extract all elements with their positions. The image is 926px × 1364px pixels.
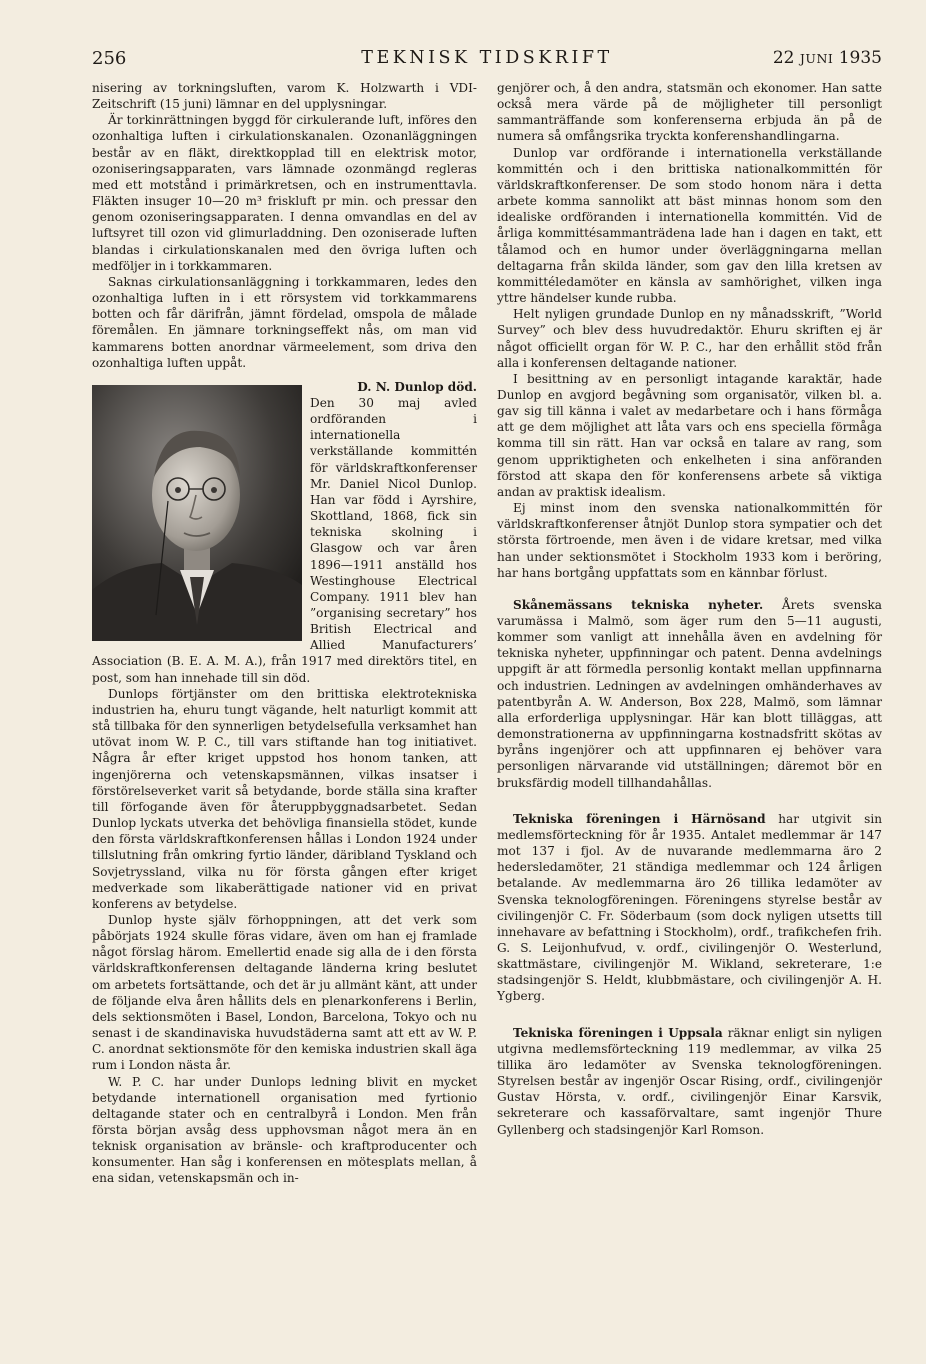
section-text-uppsala: räknar enligt sin nyligen utgivna medlemsförteckning 119 medlemmar, av vilka 25 tillika äro ledamöter av Svenska teknologföreningen. Styrelsen består av ingenjör Oscar Rising, ordf., civilingenjör Gustav Hörsta, v. ordf., civilingenjör Einar Karsvik, sekreterare och kassaförvaltare, samt ingenjör Thure Gyllenberg och stadsingenjör Karl Romson. [497, 1025, 882, 1137]
section-heading-dunlop: D. N. Dunlop död. [357, 379, 477, 394]
paragraph: Dunlop var ordförande i internationella verkställande kommittén och i den brittiska nationalkommittén för världskraftkonferenser. De som stodo honom nära i detta arbete komma sannolikt att bäst minnas honom som den idealiske ordföranden i internationella kommittén. Vid de årliga kommittésammanträdena lade han i dagen en takt, ett tålamod och en humor under överläggningarna mellan deltagarna från skilda länder, som gav den lilla kretsen av kommittéledamöter en känsla av samhörighet, vilken inga yttre händelser kunde rubba. [497, 145, 882, 306]
paragraph-skanemassan [497, 597, 882, 791]
paragraph: I besittning av en personligt intagande karaktär, hade Dunlop en avgjord begåvning som organisatör, vilken bl. a. gav sig till känna i valet av medarbetare och i hans förmåga att ge dem möjlighet att låta vars och ens speciella förmåga komma till sin rätt. Han var också en talare av rang, som genom uppriktigheten och enkelheten i sina anföranden förstod att skapa den för konferensens arbete så viktiga andan av praktisk idealism. [497, 371, 882, 499]
right-column [497, 80, 882, 1138]
paragraph-harnosand [497, 811, 882, 1005]
left-column [92, 80, 477, 1187]
paragraph: Saknas cirkulationsanläggning i torkkammaren, ledes den ozonhaltiga luften in i ett rörsystem vid torkkammarens botten och får därifrån, jämnt fördelad, omspola de målade föremålen. En jämnare torkningseffekt nås, om man vid kammarens botten anordnar värmeelement, som driva den ozonhaltiga luften uppåt. [92, 274, 477, 370]
paragraph: Helt nyligen grundade Dunlop en ny månadsskrift, ”World Survey” och blev dess huvudredaktör. Ehuru skriften ej är något officiellt organ för W. P. C., har den erhållit stöd från alla i konferensen deltagande nationer. [497, 307, 882, 370]
paragraph: Dunlops förtjänster om den brittiska elektrotekniska industrien ha, ehuru tungt vägande, helt naturligt kommit att stå tillbaka för den synnerligen betydelsefulla verksamhet han utövat inom W. P. C., till vars stiftande han tog initiativet. Några år efter kriget uppstod hos honom tanken, att ingenjörerna och vetenskapsmännen, vilkas insatser i förstörelseverket varit så betydande, borde ställa sina krafter till förfogande även för återuppbyggnadsarbetet. Sedan Dunlop lyckats utverka det behövliga finansiella stödet, kunde den första världskraftkonferensen hållas i London 1924 under tillslutning från omkring fyrtio länder, däribland Tyskland och Sovjetryssland, vilka nu för första gången efter kriget medverkade som likaberättigade nationer vid en privat konferens av betydelse. [92, 686, 477, 911]
paragraph: genjörer och, å den andra, statsmän och ekonomer. Han satte också mera värde på de möjligheter till personligt sammanträffande som konferenserna erbjuda än på de numera så omfångsrika tryckta konferenshandlingarna. [497, 81, 882, 144]
section-text-harnosand: har utgivit sin medlemsförteckning för år 1935. Antalet medlemmar är 147 mot 137 i fjol. Av de nuvarande medlemmarna äro 2 hedersledamöter, 21 ständiga medlemmar och 124 årligen betalande. Av medlemmarna äro 26 tillika ledamöter av Svenska teknologföreningen. Föreningens styrelse består av civilingenjör C. Fr. Söderbaum (som dock nyligen utsetts till innehavare av befattning i Stockholm), ordf., trafikchefen frih. G. S. Leijonhufvud, v. ordf., civilingenjör O. Westerlund, skattmästare, civilingenjör M. Wikland, sekreterare, 1:e stadsingenjör S. Heldt, klubbmästare, och civilingenjör A. H. Ygberg. [497, 811, 882, 1004]
issue-date [773, 48, 882, 68]
paragraph: nisering av torkningsluften, varom K. Holzwarth i VDI-Zeitschrift (15 juni) lämnar en del upplysningar. [92, 81, 477, 112]
portrait-photo [92, 385, 302, 641]
paragraph: W. P. C. har under Dunlops ledning blivit en mycket betydande internationell organisation med fyrtionio deltagande stater och en centralbyrå i London. Men från första början avsåg dess upphovsman något mera än en teknisk organisation av bränsle- och kraftproducenter och konsumenter. Han såg i konferensen en mötesplats mellan, å ena sidan, vetenskapsmän och in- [92, 1074, 477, 1186]
section-heading-uppsala: Tekniska föreningen i Uppsala [513, 1025, 723, 1040]
date-day: 22 [772, 48, 795, 68]
paragraph: Ej minst inom den svenska nationalkommittén för världskraftkonferenser åtnjöt Dunlop stora sympatier och det största förtroende, men även i de vidare kretsar, med vilka han under sektionsmötet i Stockholm 1933 kom i beröring, har hans bortgång uppfattats som en kännbar förlust. [497, 501, 882, 580]
date-month: JUNI [799, 51, 834, 66]
section-text-skanemassan: Årets svenska varumässa i Malmö, som äger rum den 5—11 augusti, kommer som vanligt att innehålla även en avdelning för tekniska nyheter, uppfinningar och patent. Denna avdelnings uppgift är att förmedla personlig kontakt mellan uppfinnarna och industrien. Ledningen av avdelningen omhänderhaves av patentbyrån A. W. Anderson, Box 228, Malmö, som lämnar alla erforderliga upplysningar. Här kan blott tilläggas, att demonstrationerna av uppfinningarna kostnadsfritt skötas av byråns ingenjörer och att uppfinnaren ej behöver vara personligen närvarande vid utställningen; däremot bör en bruksfärdig modell tillhandahållas. [497, 597, 882, 790]
paragraph-uppsala [497, 1025, 882, 1138]
paragraph: Dunlop hyste själv förhoppningen, att det verk som påbörjats 1924 skulle föras vidare, även om han ej framlade något förslag härom. Emellertid enade sig alla de i den första världskraftkonferensen deltagande länderna kring beslutet om arbetets fortsättande, och det är ju allmänt känt, att under de följande elva åren hållits dels en plenarkonferens i Berlin, dels sektionsmöten i Basel, London, Barcelona, Tokyo och nu senast i de skandinaviska huvudstäderna samt att ett av W. P. C. anordnat sektionsmöte för den kemiska industrien skall äga rum i London nästa år. [92, 912, 477, 1073]
journal-title: TEKNISK TIDSKRIFT [361, 48, 613, 68]
paragraph: Är torkinrättningen byggd för cirkulerande luft, införes den ozonhaltiga luften i cirkulationskanalen. Ozonanläggningen består av en fläkt, direktkopplad till en elektrisk motor, ozoniseringsapparaten, vars lämnade ozonmängd regleras med ett motstånd i primärkretsen, och en instrumenttavla. Fläkten insuger 10—20 m³ friskluft pr min. och pressar den genom ozoniseringsapparaten. I denna omvandlas en del av luftsyret till ozon vid glimurladdning. Den ozoniserade luften blandas i cirkulationskanalen med den övriga luften och medföljer in i torkkammaren. [92, 113, 477, 273]
section-heading-harnosand: Tekniska föreningen i Härnösand [513, 811, 766, 826]
page-number: 256 [92, 48, 127, 69]
date-year: 1935 [838, 48, 882, 68]
section-heading-skanemassan: Skånemässans tekniska nyheter. [513, 597, 764, 612]
paragraph: Den 30 maj avled ordföranden i internationella verkställande kommittén för världskraftkonferenser Mr. Daniel Nicol Dunlop. Han var född i Ayrshire, Skottland, 1868, fick sin tekniska skolning i Glasgow och var åren 1896—1911 anställd hos Westinghouse Electrical Company. 1911 blev han ”organising secretary” hos British Electrical and Allied Manufacturers’ Association (B. E. A. M. A.), från 1917 med direktörs titel, en post, som han innehade till sin död. [92, 395, 477, 685]
running-header [92, 48, 882, 74]
portrait-image [92, 385, 302, 641]
